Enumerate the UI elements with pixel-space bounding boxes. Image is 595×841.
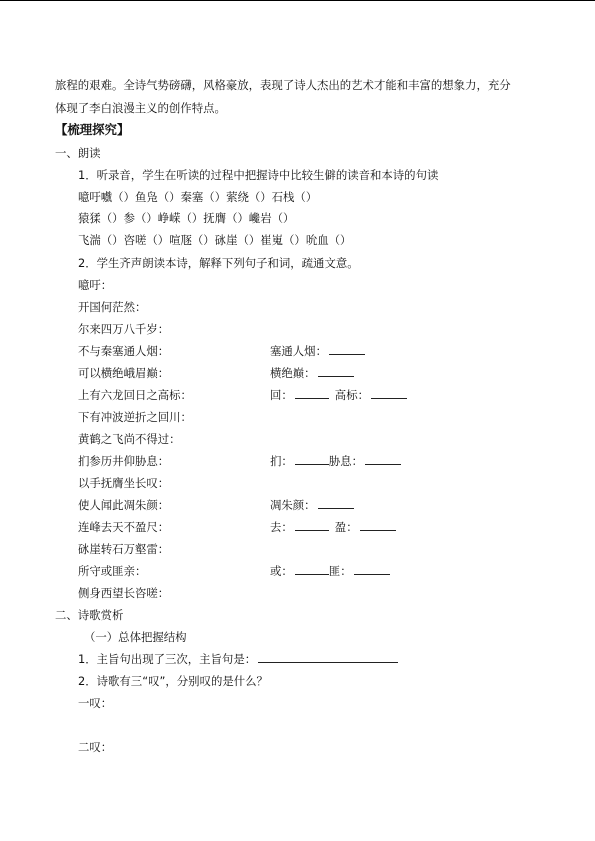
explain-word-label: 高标：	[334, 388, 369, 402]
answer-label-1: 一叹：	[78, 696, 113, 710]
answer-blank[interactable]	[371, 388, 407, 399]
explain-word-field	[270, 498, 354, 512]
section1-question-2: 2．学生齐声朗读本诗，解释下列句子和词，疏通文意。	[78, 256, 359, 270]
explain-sentence: 砯崖转石万壑雷：	[78, 542, 170, 556]
explain-sentence: 使人闻此凋朱颜：	[78, 498, 170, 512]
explain-word-field	[270, 564, 390, 578]
page-top-border	[0, 0, 595, 1]
answer-blank[interactable]	[318, 498, 354, 509]
explain-sentence: 侧身西望长咨嗟：	[78, 586, 170, 600]
answer-blank[interactable]	[295, 564, 329, 575]
explain-sentence: 上有六龙回日之高标：	[78, 388, 192, 402]
explain-word-label: 或：	[270, 564, 293, 578]
answer-blank[interactable]	[354, 564, 390, 575]
answer-blank[interactable]	[295, 520, 329, 531]
explain-sentence: 黄鹤之飞尚不得过：	[78, 432, 181, 446]
section1-question-1: 1．听录音，学生在听读的过程中把握诗中比较生僻的读音和本诗的句读	[78, 168, 439, 182]
explain-word-field	[270, 366, 354, 380]
pronunciation-row-2: 猿猱（）参（）峥嵘（）抚膺（）巉岩（）	[78, 211, 295, 225]
answer-blank[interactable]	[258, 652, 398, 663]
explain-word-label: 扪：	[270, 454, 293, 468]
intro-line-1: 旅程的艰难。全诗气势磅礴，风格豪放，表现了诗人杰出的艺术才能和丰富的想象力，充分	[55, 78, 511, 92]
explain-sentence: 下有冲波逆折之回川：	[78, 410, 192, 424]
section1-title: 一、朗读	[55, 146, 101, 160]
explain-word-label: 胁息：	[328, 454, 363, 468]
explain-word-label: 去：	[270, 520, 293, 534]
answer-label-2: 二叹：	[78, 740, 113, 754]
section-heading: 【梳理探究】	[55, 122, 130, 137]
answer-blank[interactable]	[360, 520, 396, 531]
explain-sentence: 开国何茫然：	[78, 300, 147, 314]
intro-line-2: 体现了李白浪漫主义的创作特点。	[55, 101, 226, 115]
explain-word-field	[270, 520, 396, 534]
answer-blank[interactable]	[295, 454, 329, 465]
answer-blank[interactable]	[295, 388, 329, 399]
answer-blank[interactable]	[318, 366, 354, 377]
section2-question-1	[78, 652, 398, 666]
answer-blank[interactable]	[329, 344, 365, 355]
explain-word-label: 回：	[270, 388, 293, 402]
explain-sentence: 以手抚膺坐长叹：	[78, 476, 170, 490]
section2-subtitle: （一）总体把握结构	[84, 630, 187, 644]
pronunciation-row-3: 飞湍（）咨嗟（）喧豗（）砯崖（）崔嵬（）吮血（）	[78, 233, 352, 247]
explain-word-field	[270, 454, 401, 468]
explain-sentence: 不与秦塞通人烟：	[78, 344, 170, 358]
pronunciation-row-1: 噫吁嚱（）鱼凫（）秦塞（）萦绕（）石栈（）	[78, 190, 318, 204]
explain-word-field	[270, 388, 407, 402]
explain-sentence: 噫吁：	[78, 278, 113, 292]
explain-word-field	[270, 344, 365, 358]
explain-sentence: 连峰去天不盈尺：	[78, 520, 170, 534]
explain-sentence: 尔来四万八千岁：	[78, 322, 170, 336]
explain-sentence: 所守或匪亲：	[78, 564, 147, 578]
explain-sentence: 扪参历井仰胁息：	[78, 454, 170, 468]
section2-question-2: 2．诗歌有三“叹”，分别叹的是什么？	[78, 674, 268, 688]
explain-word-label: 凋朱颜：	[270, 498, 316, 512]
explain-word-label: 横绝巅：	[270, 366, 316, 380]
question-text: 1．主旨句出现了三次，主旨句是：	[78, 652, 257, 666]
explain-sentence: 可以横绝峨眉巅：	[78, 366, 170, 380]
explain-word-label: 匪：	[328, 564, 352, 578]
explain-word-label: 塞通人烟：	[270, 344, 327, 358]
explain-word-label: 盈：	[334, 520, 358, 534]
section2-title: 二、诗歌赏析	[55, 608, 124, 622]
answer-blank[interactable]	[365, 454, 401, 465]
